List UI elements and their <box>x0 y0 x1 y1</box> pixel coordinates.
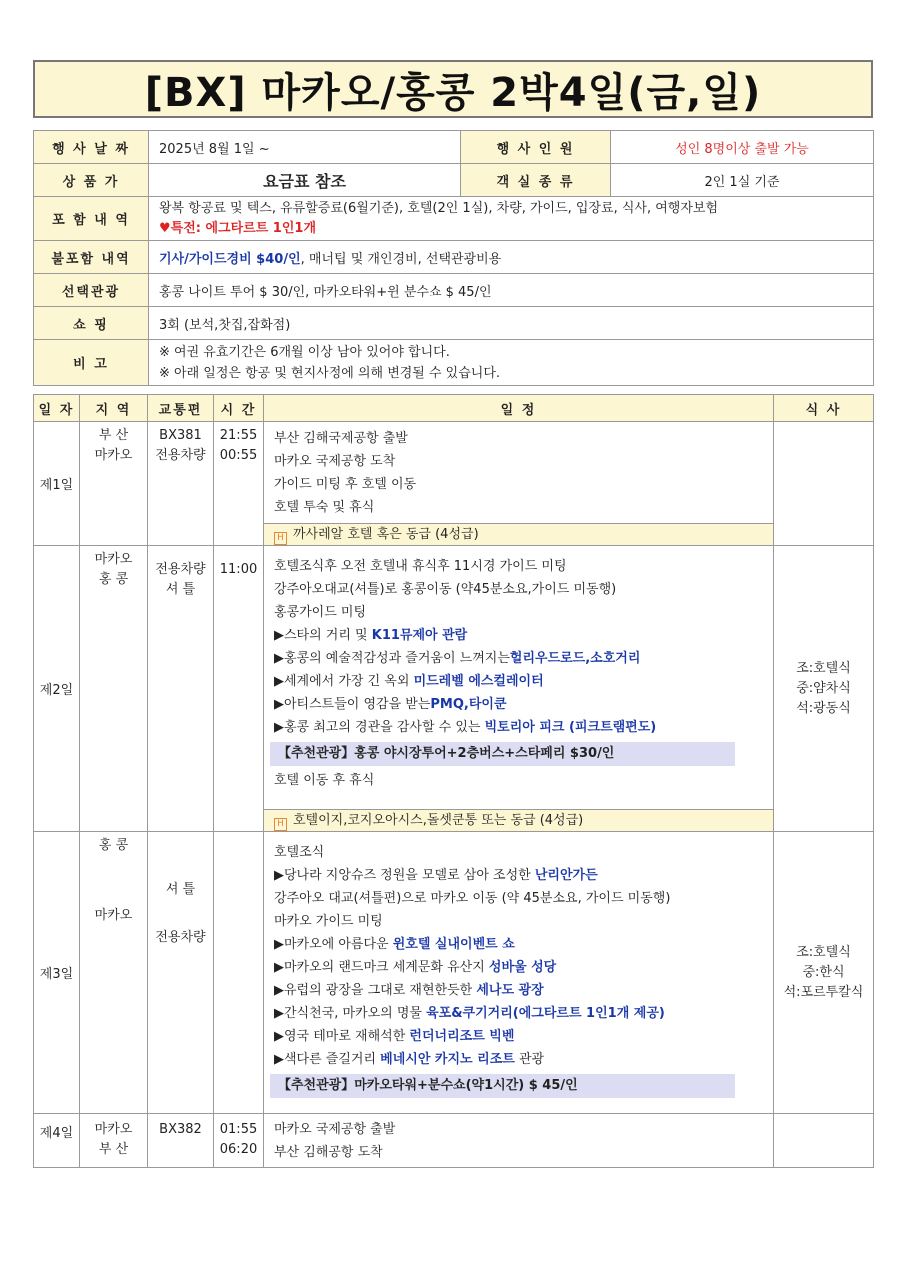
header-transport: 교통편 <box>148 395 214 422</box>
excluded-value <box>149 241 874 274</box>
day4-region-1: 마카오 <box>94 1122 133 1137</box>
day2-line-1: 호텔조식후 오전 호텔내 휴식후 11시경 가이드 미팅 <box>274 559 567 574</box>
day2-meal <box>774 546 874 832</box>
day4-time-2: 06:20 <box>219 1142 258 1157</box>
included-special: ♥특전: 에그타르트 1인1개 <box>159 220 317 236</box>
day3-transport <box>148 832 214 1114</box>
included-value <box>149 197 874 241</box>
schedule-header <box>34 395 874 422</box>
day2-line-3: 홍콩가이드 미팅 <box>274 605 367 620</box>
day2-transport <box>148 546 214 832</box>
notes-label: 비 고 <box>34 340 149 386</box>
day2-time-1: 11:00 <box>219 562 258 577</box>
day1-line-4: 호텔 투숙 및 휴식 <box>274 500 375 515</box>
day3-line-10-highlight: 베네시안 카지노 리조트 <box>380 1052 515 1067</box>
day2-line-2: 강주아오대교(셔틀)로 홍콩이동 (약45분소요,가이드 미동행) <box>274 582 617 597</box>
day1-label: 제1일 <box>34 422 80 546</box>
info-row-price <box>34 164 874 197</box>
day3-label: 제3일 <box>34 832 80 1114</box>
day2-hotel <box>264 809 773 831</box>
day3-transport-2: 전용차량 <box>155 930 206 945</box>
day1-line-3: 가이드 미팅 후 호텔 이동 <box>274 477 417 492</box>
day2-region-2: 홍 콩 <box>98 572 129 587</box>
header-meal: 식 사 <box>774 395 874 422</box>
day2-line-7-text: ▶아티스트들이 영감을 받는 <box>274 697 431 712</box>
excluded-label: 불포함 내역 <box>34 241 149 274</box>
day2-line-8-text: ▶홍콩 최고의 경관을 감사할 수 있는 <box>274 720 485 735</box>
schedule-row-day4 <box>34 1114 874 1168</box>
day2-line-6 <box>264 670 773 693</box>
day3-line-10 <box>264 1048 773 1071</box>
day2-line-7-highlight: PMQ,타이쿤 <box>430 697 507 712</box>
day2-line-4 <box>264 624 773 647</box>
day2-meal-lunch: 중:얌차식 <box>796 680 851 696</box>
day3-line-4: 마카오 가이드 미팅 <box>274 914 383 929</box>
schedule-row-day3 <box>34 832 874 1114</box>
excluded-rest: , 매너팁 및 개인경비, 선택관광비용 <box>300 251 502 267</box>
header-time: 시 간 <box>214 395 264 422</box>
day3-line-3: 강주아오 대교(셔틀편)으로 마카오 이동 (약 45분소요, 가이드 미동행) <box>274 891 671 906</box>
notes-value <box>149 340 874 386</box>
optional-label: 선택관광 <box>34 274 149 307</box>
day3-region <box>80 832 148 1114</box>
day2-region-1: 마카오 <box>94 552 133 567</box>
price-value: 요금표 참조 <box>149 164 461 197</box>
day3-line-2-highlight: 난리안가든 <box>534 868 598 883</box>
day2-line-8-highlight: 빅토리아 피크 (피크트램편도) <box>484 720 657 735</box>
shopping-value: 3회 (보석,찻집,잡화점) <box>149 307 874 340</box>
day2-hotel-text: 호텔이지,코지오아시스,돌셋쿤통 또는 동급 (4성급) <box>293 813 584 828</box>
header-itinerary: 일 정 <box>264 395 774 422</box>
day2-line-5-highlight: 헐리우드로드,소호거리 <box>509 651 641 666</box>
day1-region-2: 마카오 <box>94 448 133 463</box>
day3-line-10-text: ▶색다른 즐길거리 <box>274 1052 381 1067</box>
page-title: [BX] 마카오/홍콩 2박4일(금,일) <box>33 60 873 118</box>
note-1: ※ 여권 유효기간은 6개월 이상 남아 있어야 합니다. <box>159 344 450 360</box>
header-region: 지 역 <box>80 395 148 422</box>
info-row-optional <box>34 274 874 307</box>
day2-line-6-highlight: 미드레벨 에스컬레이터 <box>413 674 544 689</box>
excluded-highlight: 기사/가이드경비 $40/인 <box>159 251 301 267</box>
info-row-excluded <box>34 241 874 274</box>
day3-line-9 <box>264 1025 773 1048</box>
day1-itinerary <box>264 422 774 546</box>
day2-line-5 <box>264 647 773 670</box>
day3-line-6-highlight: 성바울 성당 <box>488 960 557 975</box>
day3-line-8 <box>264 1002 773 1025</box>
info-row-notes <box>34 340 874 386</box>
day2-line-4-text: ▶스타의 거리 및 <box>274 628 372 643</box>
day1-transport-1: BX381 <box>159 428 202 443</box>
day2-transport-1: 전용차량 <box>155 562 206 577</box>
day3-line-6 <box>264 956 773 979</box>
day3-line-9-highlight: 런더너리조트 빅벤 <box>409 1029 515 1044</box>
day3-line-8-text: ▶간식천국, 마카오의 명물 <box>274 1006 427 1021</box>
day1-time-2: 00:55 <box>219 448 258 463</box>
day3-line-7-text: ▶유럽의 광장을 그대로 재현한듯한 <box>274 983 477 998</box>
schedule-row-day2 <box>34 546 874 832</box>
day3-line-5 <box>264 933 773 956</box>
day1-time <box>214 422 264 546</box>
info-table <box>33 130 874 386</box>
optional-value: 홍콩 나이트 투어 $ 30/인, 마카오타워+윈 분수쇼 $ 45/인 <box>149 274 874 307</box>
day3-meal-dinner: 석:포르투칼식 <box>783 984 864 1000</box>
included-text: 왕복 항공료 및 텍스, 유류할증료(6월기준), 호텔(2인 1실), 차량, 가이드, 입장료, 식사, 여행자보험 <box>159 200 719 216</box>
hotel-icon: H <box>274 818 287 831</box>
day2-line-9: 호텔 이동 후 휴식 <box>274 773 375 788</box>
day1-transport <box>148 422 214 546</box>
day3-line-9-text: ▶영국 테마로 재해석한 <box>274 1029 410 1044</box>
day2-recommended-tour: 【추천관광】홍콩 야시장투어+2층버스+스타페리 $30/인 <box>270 742 735 766</box>
info-row-shopping <box>34 307 874 340</box>
day2-itinerary <box>264 546 774 832</box>
day2-label: 제2일 <box>34 546 80 832</box>
day4-region <box>80 1114 148 1168</box>
hotel-icon: H <box>274 532 287 545</box>
day1-region-1: 부 산 <box>98 428 129 443</box>
day4-line-1: 마카오 국제공항 출발 <box>274 1122 396 1137</box>
day4-transport: BX382 <box>148 1114 214 1168</box>
day3-meal-lunch: 중:한식 <box>802 964 845 980</box>
day3-time <box>214 832 264 1114</box>
day3-line-7 <box>264 979 773 1002</box>
people-label: 행 사 인 원 <box>461 131 611 164</box>
day3-line-5-text: ▶마카오에 아름다운 <box>274 937 393 952</box>
day3-line-1: 호텔조식 <box>274 845 325 860</box>
day1-transport-2: 전용차량 <box>155 448 206 463</box>
price-label: 상 품 가 <box>34 164 149 197</box>
day1-time-1: 21:55 <box>219 428 258 443</box>
day2-line-8 <box>264 716 773 739</box>
day2-meal-dinner: 석:광동식 <box>796 700 851 716</box>
shopping-label: 쇼 핑 <box>34 307 149 340</box>
day2-line-5-text: ▶홍콩의 예술적감성과 즐거움이 느껴지는 <box>274 651 510 666</box>
day3-line-7-highlight: 세나도 광장 <box>476 983 544 998</box>
day2-line-4-highlight: K11뮤제아 관람 <box>371 628 468 643</box>
day2-region <box>80 546 148 832</box>
day3-line-2-text: ▶당나라 지앙슈즈 정원을 모델로 삼아 조성한 <box>274 868 535 883</box>
day3-region-1: 홍 콩 <box>98 838 129 853</box>
day3-line-6-text: ▶마카오의 랜드마크 세계문화 유산지 <box>274 960 489 975</box>
day1-line-2: 마카오 국제공항 도착 <box>274 454 396 469</box>
day3-line-5-highlight: 윈호텔 실내이벤트 쇼 <box>392 937 515 952</box>
schedule-row-day1 <box>34 422 874 546</box>
day4-label: 제4일 <box>34 1114 80 1168</box>
day1-meal <box>774 422 874 546</box>
day4-itinerary <box>264 1114 774 1168</box>
day4-region-2: 부 산 <box>98 1142 129 1157</box>
day3-line-10-tail: 관광 <box>514 1052 545 1067</box>
info-row-date <box>34 131 874 164</box>
day1-line-1: 부산 김해국제공항 출발 <box>274 431 408 446</box>
day1-hotel-text: 까사레알 호텔 혹은 동급 (4성급) <box>293 527 479 542</box>
day3-recommended-tour: 【추천관광】마카오타워+분수쇼(약1시간) $ 45/인 <box>270 1074 735 1098</box>
day3-line-8-highlight: 육포&쿠기거리(에그타르트 1인1개 제공) <box>426 1006 665 1021</box>
included-label: 포 함 내 역 <box>34 197 149 241</box>
day4-line-2: 부산 김해공항 도착 <box>274 1145 383 1160</box>
day4-meal <box>774 1114 874 1168</box>
day2-line-6-text: ▶세계에서 가장 긴 옥외 <box>274 674 414 689</box>
people-value: 성인 8명이상 출발 가능 <box>611 131 874 164</box>
header-day: 일 자 <box>34 395 80 422</box>
day3-region-2: 마카오 <box>94 908 133 923</box>
day3-transport-1: 셔 틀 <box>165 882 196 897</box>
day2-line-7 <box>264 693 773 716</box>
day4-time <box>214 1114 264 1168</box>
day2-meal-breakfast: 조:호텔식 <box>796 660 851 676</box>
day3-meal-breakfast: 조:호텔식 <box>796 944 851 960</box>
day1-region <box>80 422 148 546</box>
day2-transport-2: 셔 틀 <box>165 582 196 597</box>
schedule-table <box>33 394 874 1168</box>
day1-hotel <box>264 523 773 545</box>
date-label: 행 사 날 짜 <box>34 131 149 164</box>
day4-time-1: 01:55 <box>219 1122 258 1137</box>
day3-itinerary <box>264 832 774 1114</box>
room-label: 객 실 종 류 <box>461 164 611 197</box>
room-value: 2인 1실 기준 <box>611 164 874 197</box>
date-value: 2025년 8월 1일 ~ <box>149 131 461 164</box>
day3-meal <box>774 832 874 1114</box>
day3-line-2 <box>264 864 773 887</box>
day2-time <box>214 546 264 832</box>
note-2: ※ 아래 일정은 항공 및 현지사정에 의해 변경될 수 있습니다. <box>159 365 501 381</box>
info-row-included <box>34 197 874 241</box>
